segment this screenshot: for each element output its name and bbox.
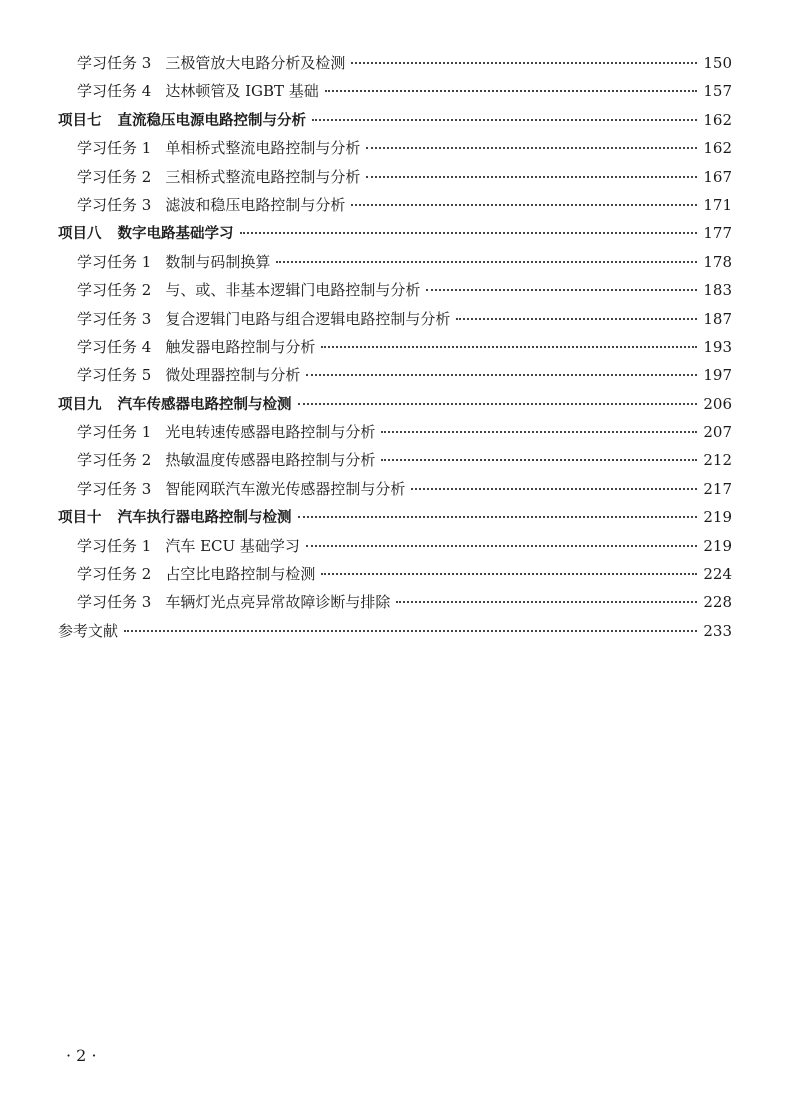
dot-leader <box>396 601 697 603</box>
dot-leader <box>426 289 697 291</box>
entry-label: 学习任务 3 <box>77 593 152 612</box>
entry-label: 项目九 <box>58 396 102 413</box>
toc-task-entry <box>58 560 732 588</box>
entry-label: 学习任务 4 <box>77 337 152 356</box>
entry-label: 学习任务 2 <box>77 167 152 186</box>
entry-label: 学习任务 4 <box>77 82 152 101</box>
dot-leader <box>124 630 697 632</box>
entry-page-number: 162 <box>703 110 732 129</box>
dot-leader <box>306 545 697 547</box>
entry-label: 项目十 <box>58 510 102 527</box>
entry-label: 学习任务 2 <box>77 281 152 300</box>
entry-page-number: 193 <box>703 337 732 356</box>
entry-label: 学习任务 1 <box>77 139 152 158</box>
entry-label: 学习任务 5 <box>77 366 152 385</box>
entry-page-number: 171 <box>703 195 732 214</box>
dot-leader <box>381 431 697 433</box>
entry-title: 复合逻辑门电路与组合逻辑电路控制与分析 <box>165 309 451 328</box>
dot-leader <box>366 147 697 149</box>
entry-page-number: 183 <box>703 281 732 300</box>
dot-leader <box>381 459 697 461</box>
dot-leader <box>321 573 697 575</box>
entry-title: 三相桥式整流电路控制与分析 <box>165 167 361 186</box>
dot-leader <box>321 346 697 348</box>
entry-page-number: 219 <box>703 536 732 555</box>
dot-leader <box>366 176 697 178</box>
entry-page-number: 157 <box>703 82 732 101</box>
entry-title: 数字电路基础学习 <box>117 226 234 243</box>
toc-task-entry <box>58 361 732 389</box>
entry-label: 项目八 <box>58 226 102 243</box>
entry-page-number: 224 <box>703 565 732 584</box>
page-number: · 2 · <box>66 1046 97 1065</box>
toc-task-entry <box>58 49 732 77</box>
dot-leader <box>325 90 698 92</box>
entry-title: 智能网联汽车激光传感器控制与分析 <box>165 479 406 498</box>
toc-task-entry <box>58 163 732 191</box>
entry-label: 项目七 <box>58 112 102 129</box>
entry-page-number: 178 <box>703 252 732 271</box>
entry-page-number: 150 <box>703 54 732 72</box>
dot-leader <box>351 62 697 64</box>
entry-title: 三极管放大电路分析及检测 <box>165 54 346 72</box>
entry-page-number: 206 <box>703 394 732 413</box>
toc-task-entry <box>58 418 732 446</box>
dot-leader <box>411 488 697 490</box>
entry-page-number: 167 <box>703 167 732 186</box>
entry-title: 达林顿管及 IGBT 基础 <box>165 82 319 101</box>
entry-title: 汽车传感器电路控制与检测 <box>117 396 292 413</box>
entry-title: 光电转速传感器电路控制与分析 <box>165 423 376 442</box>
entry-title: 触发器电路控制与分析 <box>165 337 316 356</box>
entry-title: 与、或、非基本逻辑门电路控制与分析 <box>165 281 421 300</box>
entry-label: 学习任务 1 <box>77 252 152 271</box>
entry-label: 学习任务 3 <box>77 309 152 328</box>
entry-label: 学习任务 1 <box>77 536 152 555</box>
dot-leader <box>298 516 698 518</box>
toc-entry <box>58 617 732 645</box>
toc-project-entry <box>58 106 732 134</box>
toc-task-entry <box>58 588 732 616</box>
entry-page-number: 187 <box>703 309 732 328</box>
entry-page-number: 162 <box>703 139 732 158</box>
toc-project-entry <box>58 390 732 418</box>
entry-label: 学习任务 2 <box>77 565 152 584</box>
dot-leader <box>276 261 697 263</box>
entry-title: 车辆灯光点亮异常故障诊断与排除 <box>165 593 391 612</box>
entry-page-number: 219 <box>703 508 732 527</box>
toc-task-entry <box>58 532 732 560</box>
entry-title: 数制与码制换算 <box>165 252 271 271</box>
toc-task-entry <box>58 333 732 361</box>
entry-page-number: 197 <box>703 366 732 385</box>
entry-page-number: 228 <box>703 593 732 612</box>
toc-task-entry <box>58 77 732 105</box>
entry-page-number: 207 <box>703 423 732 442</box>
entry-label: 学习任务 3 <box>77 195 152 214</box>
toc-task-entry <box>58 248 732 276</box>
toc-task-entry <box>58 134 732 162</box>
dot-leader <box>312 119 697 121</box>
entry-page-number: 212 <box>703 451 732 470</box>
entry-label: 学习任务 2 <box>77 451 152 470</box>
entry-title: 热敏温度传感器电路控制与分析 <box>165 451 376 470</box>
dot-leader <box>298 403 698 405</box>
entry-page-number: 233 <box>703 621 732 640</box>
entry-title: 占空比电路控制与检测 <box>165 565 316 584</box>
entry-page-number: 217 <box>703 479 732 498</box>
toc-task-entry <box>58 475 732 503</box>
entry-label: 学习任务 3 <box>77 54 152 72</box>
entry-title: 单相桥式整流电路控制与分析 <box>165 139 361 158</box>
dot-leader <box>240 232 698 234</box>
dot-leader <box>456 318 697 320</box>
toc-task-entry <box>58 305 732 333</box>
entry-title: 直流稳压电源电路控制与分析 <box>117 112 306 129</box>
entry-title: 参考文献 <box>58 621 119 640</box>
entry-title: 汽车 ECU 基础学习 <box>165 536 300 555</box>
toc-project-entry <box>58 219 732 247</box>
dot-leader <box>351 204 697 206</box>
toc-task-entry <box>58 446 732 474</box>
entry-label: 学习任务 1 <box>77 423 152 442</box>
table-of-contents <box>58 49 732 645</box>
toc-task-entry <box>58 276 732 304</box>
toc-task-entry <box>58 191 732 219</box>
entry-label: 学习任务 3 <box>77 479 152 498</box>
entry-page-number: 177 <box>703 224 732 243</box>
toc-project-entry <box>58 503 732 531</box>
entry-title: 微处理器控制与分析 <box>165 366 301 385</box>
entry-title: 滤波和稳压电路控制与分析 <box>165 195 346 214</box>
dot-leader <box>306 374 697 376</box>
entry-title: 汽车执行器电路控制与检测 <box>117 510 292 527</box>
